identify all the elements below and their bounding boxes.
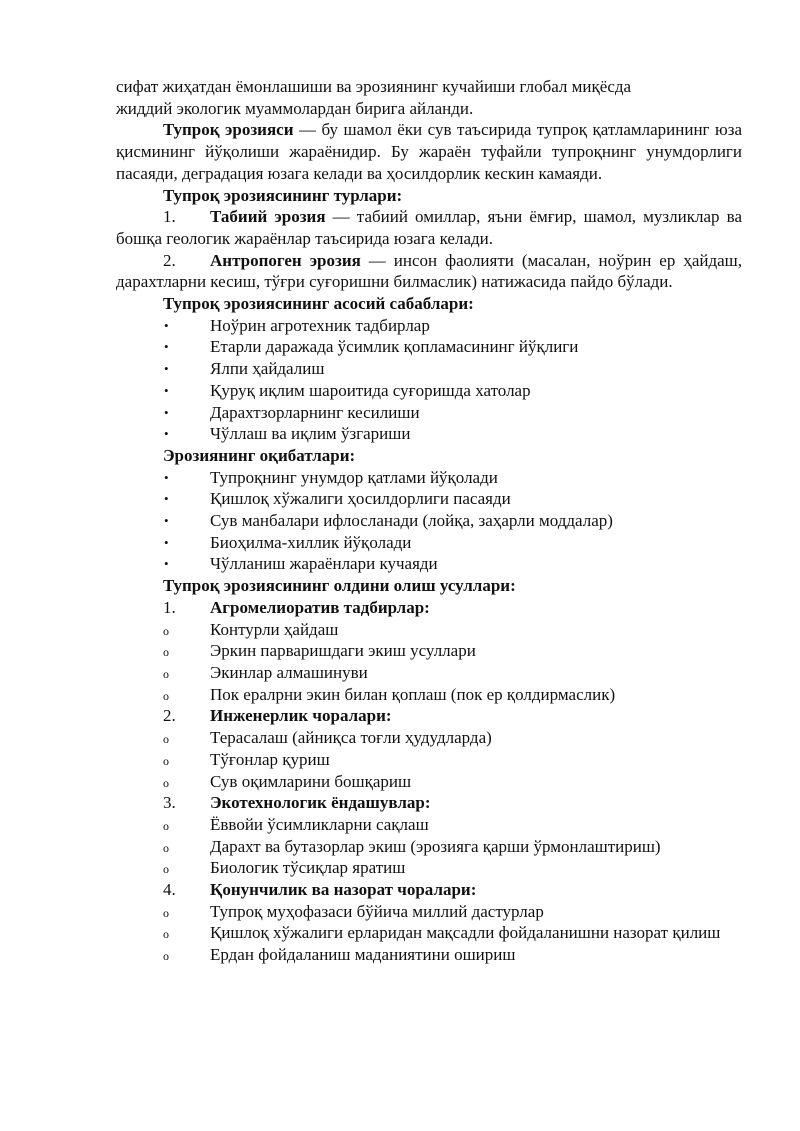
bullet-icon: •: [164, 556, 169, 572]
section-number: 1.: [163, 597, 176, 617]
causes-item: [116, 380, 742, 402]
consequences-item: [116, 510, 742, 532]
circle-bullet-icon: o: [163, 775, 169, 790]
consequences-heading: Эрозиянинг оқибатлари:: [163, 445, 356, 465]
prevention-item: [116, 684, 742, 706]
prevention-item: [116, 944, 742, 966]
types-item: [116, 250, 742, 293]
bullet-icon: •: [164, 491, 169, 507]
prevention-item: [116, 771, 742, 793]
circle-bullet-icon: o: [163, 666, 169, 681]
types-item-term: Табиий эрозия: [210, 207, 326, 227]
causes-item-text: Қуруқ иқлим шароитида суғоришда хатолар: [210, 380, 531, 400]
intro-line: сифат жиҳатдан ёмонлашиши ва эрозиянинг кучайиши глобал миқёсда: [116, 77, 632, 96]
causes-item: [116, 315, 742, 337]
prevention-section-title: [116, 879, 742, 901]
circle-bullet-icon: o: [163, 862, 169, 877]
section-title-text: Қонунчилик ва назорат чоралари:: [210, 880, 477, 900]
prevention-item: [116, 901, 742, 923]
causes-item-text: Етарли даражада ўсимлик қопламасининг йўқлиги: [210, 337, 579, 357]
section-title-text: Агромелиоратив тадбирлар:: [210, 597, 430, 617]
section-number: 4.: [163, 880, 176, 900]
prevention-item: [116, 640, 742, 662]
types-item-text: — инсон фаолияти (масалан, ноўрин ер ҳайдаш, дарахтларни кесиш, тўғри суғоришни билмаслик) натижасида пайдо бўлади.: [116, 250, 742, 292]
types-heading: Тупроқ эрозиясининг турлари:: [163, 185, 403, 205]
consequences-item: [116, 553, 742, 575]
causes-heading: Тупроқ эрозиясининг асосий сабаблари:: [163, 294, 474, 314]
causes-item-text: Ялпи ҳайдалиш: [210, 359, 325, 379]
causes-item: [116, 402, 742, 424]
circle-bullet-icon: o: [163, 840, 169, 855]
section-number: 3.: [163, 793, 176, 813]
causes-item: [116, 358, 742, 380]
prevention-item: [116, 749, 742, 771]
prevention-item-text: Тупроқ муҳофазаси бўйича миллий дастурлар: [210, 901, 544, 921]
causes-item-text: Ноўрин агротехник тадбирлар: [210, 315, 430, 335]
consequences-item-text: Чўлланиш жараёнлари кучаяди: [210, 554, 438, 574]
types-item-number: 1.: [163, 207, 176, 227]
consequences-item: [116, 532, 742, 554]
bullet-icon: •: [164, 339, 169, 355]
causes-item-text: Дарахтзорларнинг кесилиши: [210, 402, 420, 422]
causes-item: [116, 336, 742, 358]
bullet-icon: •: [164, 534, 169, 550]
prevention-item-text: Дарахт ва бутазорлар экиш (эрозияга қарши ўрмонлаштириш): [210, 836, 661, 856]
circle-bullet-icon: o: [163, 623, 169, 638]
section-title-text: Экотехнологик ёндашувлар:: [210, 793, 431, 813]
types-item-term: Антропоген эрозия: [210, 250, 361, 270]
prevention-item-text: Биологик тўсиқлар яратиш: [210, 858, 406, 878]
prevention-item-text: Пок ералрни экин билан қоплаш (пок ер қолдирмаслик): [210, 684, 616, 704]
prevention-item-text: Терасалаш (айниқса тоғли ҳудудларда): [210, 728, 492, 748]
consequences-item-text: Биоҳилма-хиллик йўқолади: [210, 532, 412, 552]
circle-bullet-icon: o: [163, 949, 169, 964]
prevention-item: [116, 619, 742, 641]
prevention-section-title: [116, 705, 742, 727]
consequences-item-text: Сув манбалари ифлосланади (лойқа, заҳарли моддалар): [210, 511, 613, 531]
circle-bullet-icon: o: [163, 688, 169, 703]
definition-paragraph: [116, 119, 742, 184]
bullet-icon: •: [164, 513, 169, 529]
circle-bullet-icon: o: [163, 732, 169, 747]
circle-bullet-icon: o: [163, 818, 169, 833]
prevention-item-text: Қишлоқ хўжалиги ерларидан мақсадли фойдаланишни назорат қилиш: [210, 923, 721, 943]
consequences-item-text: Қишлоқ хўжалиги ҳосилдорлиги пасаяди: [210, 489, 511, 509]
bullet-icon: •: [164, 361, 169, 377]
prevention-item-text: Тўғонлар қуриш: [210, 749, 330, 769]
prevention-item: [116, 662, 742, 684]
prevention-item: [116, 922, 742, 944]
section-title-text: Инженерлик чоралари:: [210, 706, 392, 726]
prevention-item-text: Сув оқимларини бошқариш: [210, 771, 412, 791]
consequences-item: [116, 467, 742, 489]
types-item: [116, 206, 742, 249]
prevention-item: [116, 814, 742, 836]
document-page: [116, 76, 742, 966]
bullet-icon: •: [164, 426, 169, 442]
circle-bullet-icon: o: [163, 905, 169, 920]
types-item-number: 2.: [163, 250, 176, 270]
prevention-section-title: [116, 792, 742, 814]
prevention-item-text: Ердан фойдаланиш маданиятини ошириш: [210, 945, 516, 965]
intro-line: жиддий экологик муаммолардан бирига айланди.: [116, 98, 474, 118]
prevention-item-text: Ёввойи ўсимликларни сақлаш: [210, 814, 429, 834]
causes-item-text: Чўллаш ва иқлим ўзгариши: [210, 424, 411, 444]
prevention-item: [116, 727, 742, 749]
circle-bullet-icon: o: [163, 753, 169, 768]
bullet-icon: •: [164, 317, 169, 333]
section-number: 2.: [163, 706, 176, 726]
consequences-item: [116, 488, 742, 510]
prevention-item-text: Экинлар алмашинуви: [210, 662, 368, 682]
prevention-section-title: [116, 597, 742, 619]
consequences-item-text: Тупроқнинг унумдор қатлами йўқолади: [210, 467, 498, 487]
circle-bullet-icon: o: [163, 927, 169, 942]
causes-item: [116, 423, 742, 445]
prevention-item-text: Эркин парваришдаги экиш усуллари: [210, 641, 476, 661]
prevention-item: [116, 836, 742, 858]
bullet-icon: •: [164, 404, 169, 420]
circle-bullet-icon: o: [163, 645, 169, 660]
prevention-heading: Тупроқ эрозиясининг олдини олиш усуллари:: [163, 576, 516, 596]
definition-text: — бу шамол ёки сув таъсирида тупроқ қатламларининг юза қисмининг йўқолиши жараёнидир. Бу жараён туфайли тупроқнинг унумдорлиги пасаяди, деградация юзага келади ва ҳосилдорлик кескин камаяди.: [116, 120, 742, 183]
prevention-item-text: Контурли ҳайдаш: [210, 619, 339, 639]
definition-term: Тупроқ эрозияси: [163, 120, 294, 140]
bullet-icon: •: [164, 382, 169, 398]
prevention-item: [116, 857, 742, 879]
types-item-text: — табиий омиллар, яъни ёмғир, шамол, музликлар ва бошқа геологик жараёнлар таъсирида юзага келади.: [116, 207, 742, 248]
bullet-icon: •: [164, 469, 169, 485]
